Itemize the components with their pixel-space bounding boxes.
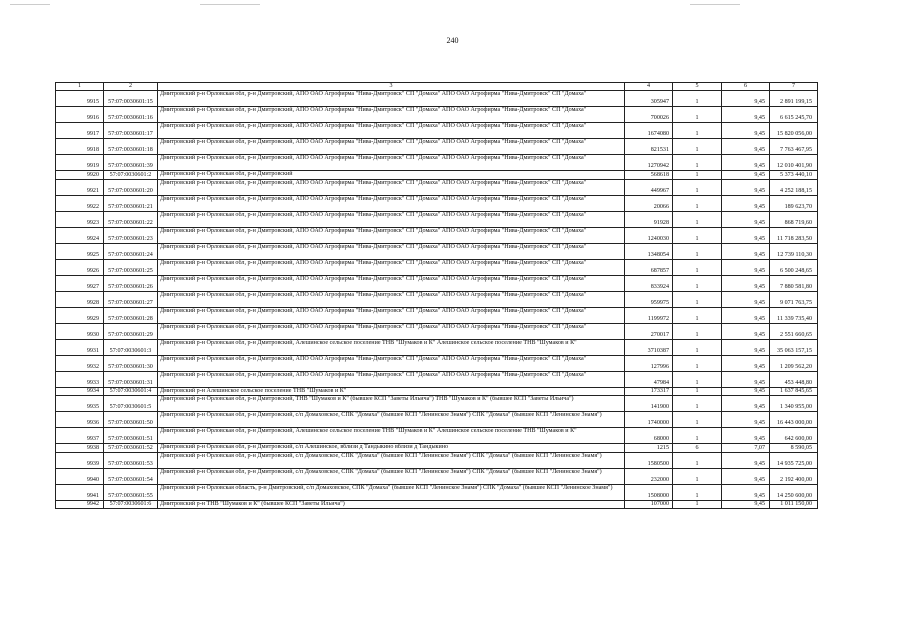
cell-value: 12 010 401,90 [770, 155, 818, 171]
table-row [56, 211, 818, 227]
cell-rate: 9,45 [722, 139, 770, 155]
cell-rate: 9,45 [722, 371, 770, 387]
cell-value: 35 063 157,15 [770, 339, 818, 355]
cell-no: 9921 [56, 179, 104, 195]
cell-c5: 1 [673, 355, 722, 371]
cell-no: 9930 [56, 323, 104, 339]
cell-rate: 9,45 [722, 171, 770, 180]
cell-rate: 9,45 [722, 387, 770, 396]
cell-value: 2 551 660,65 [770, 323, 818, 339]
cell-area: 1199972 [625, 307, 673, 323]
cell-value: 7 763 467,95 [770, 139, 818, 155]
cell-address: Дмитровский р-н Орловская обл, р-н Дмитровский, с/п Домаховское, СПК "Домаха" (бывшее КСП "Ленинское Знамя") СПК "Домаха" (бывшее КСП "Ленинское Знамя") [158, 452, 625, 468]
cell-rate: 9,45 [722, 339, 770, 355]
cell-area: 1240030 [625, 227, 673, 243]
cell-address: Дмитровский р-н Орловская обл, р-н Дмитровский, с/п Домаховское, СПК "Домаха" (бывшее КСП "Ленинское Знамя") СПК "Домаха" (бывшее КСП "Ленинское Знамя") [158, 412, 625, 428]
cell-c5: 1 [673, 428, 722, 444]
cell-code: 57:07:0030601:50 [104, 412, 158, 428]
cell-c5: 1 [673, 291, 722, 307]
cell-no: 9942 [56, 500, 104, 509]
cell-address: Дмитровский р-н Орловская обл, р-н Дмитровский, АПО ОАО Агрофирма "Нива-Дмитровск" СП "Домаха" АПО ОАО Агрофирма "Нива-Дмитровск" СП "Домаха" [158, 291, 625, 307]
table-row [56, 484, 818, 500]
scan-artifact [200, 4, 260, 5]
cell-rate: 9,45 [722, 155, 770, 171]
cell-value: 11 718 283,50 [770, 227, 818, 243]
cell-no: 9928 [56, 291, 104, 307]
cell-rate: 9,45 [722, 195, 770, 211]
cell-value: 7 880 581,80 [770, 275, 818, 291]
header-cell: 2 [104, 83, 158, 91]
cell-address: Дмитровский р-н Орловская обл, р-н Дмитровский, АПО ОАО Агрофирма "Нива-Дмитровск" СП "Домаха" АПО ОАО Агрофирма "Нива-Дмитровск" СП "Домаха" [158, 155, 625, 171]
cell-value: 15 820 056,00 [770, 123, 818, 139]
table-row [56, 227, 818, 243]
cell-c5: 1 [673, 243, 722, 259]
cell-value: 868 719,60 [770, 211, 818, 227]
cell-c5: 1 [673, 371, 722, 387]
cell-no: 9938 [56, 444, 104, 453]
cell-value: 642 600,00 [770, 428, 818, 444]
cell-address: Дмитровский р-н Орловская обл, р-н Дмитровский, АПО ОАО Агрофирма "Нива-Дмитровск" СП "Домаха" АПО ОАО Агрофирма "Нива-Дмитровск" СП "Домаха" [158, 243, 625, 259]
cell-area: 1348054 [625, 243, 673, 259]
cell-address: Дмитровский р-н Орловская обл, р-н Дмитровский, АПО ОАО Агрофирма "Нива-Дмитровск" СП "Домаха" АПО ОАО Агрофирма "Нива-Дмитровск" СП "Домаха" [158, 355, 625, 371]
cell-area: 173317 [625, 387, 673, 396]
cell-no: 9925 [56, 243, 104, 259]
cell-no: 9923 [56, 211, 104, 227]
cell-address: Дмитровский р-н Орловская обл, р-н Дмитровский, с/п Домаховское, СПК "Домаха" (бывшее КСП "Ленинское Знамя") СПК "Домаха" (бывшее КСП "Ленинское Знамя") [158, 468, 625, 484]
header-cell: 7 [770, 83, 818, 91]
cell-code: 57:07:0030601:23 [104, 227, 158, 243]
cell-no: 9940 [56, 468, 104, 484]
cell-value: 16 443 000,00 [770, 412, 818, 428]
cell-rate: 9,45 [722, 243, 770, 259]
cell-no: 9932 [56, 355, 104, 371]
cell-c5: 1 [673, 259, 722, 275]
table-row [56, 275, 818, 291]
cell-no: 9926 [56, 259, 104, 275]
cell-rate: 9,45 [722, 227, 770, 243]
cell-area: 3710387 [625, 339, 673, 355]
cell-code: 57:07:0030601:17 [104, 123, 158, 139]
cell-value: 189 623,70 [770, 195, 818, 211]
cell-value: 11 339 735,40 [770, 307, 818, 323]
cell-code: 57:07:0030601:22 [104, 211, 158, 227]
cell-area: 833924 [625, 275, 673, 291]
cell-area: 141900 [625, 396, 673, 412]
cell-code: 57:07:0030601:27 [104, 291, 158, 307]
cell-c5: 1 [673, 323, 722, 339]
cell-address: Дмитровский р-н Орловская обл, р-н Дмитровский, с/п Алешинское, вблизи д Тандыкино вблизи д Тандыкино [158, 444, 625, 453]
table-row [56, 468, 818, 484]
cell-c5: 1 [673, 107, 722, 123]
cell-c5: 1 [673, 307, 722, 323]
cell-code: 57:07:0030601:5 [104, 396, 158, 412]
cell-address: Дмитровский р-н Орловская обл, р-н Дмитровский, АПО ОАО Агрофирма "Нива-Дмитровск" СП "Домаха" АПО ОАО Агрофирма "Нива-Дмитровск" СП "Домаха" [158, 139, 625, 155]
cell-c5: 1 [673, 468, 722, 484]
cell-value: 4 252 188,15 [770, 179, 818, 195]
cell-no: 9935 [56, 396, 104, 412]
scan-artifact [690, 4, 740, 5]
cell-rate: 9,45 [722, 500, 770, 509]
table-row [56, 500, 818, 509]
table-row [56, 428, 818, 444]
cell-code: 57:07:0030601:53 [104, 452, 158, 468]
cell-no: 9927 [56, 275, 104, 291]
cell-value: 1 340 955,00 [770, 396, 818, 412]
cell-area: 959975 [625, 291, 673, 307]
cell-address: Дмитровский р-н Орловская обл, р-н Дмитровский, АПО ОАО Агрофирма "Нива-Дмитровск" СП "Домаха" АПО ОАО Агрофирма "Нива-Дмитровск" СП "Домаха" [158, 227, 625, 243]
cell-c5: 1 [673, 91, 722, 107]
cell-rate: 9,45 [722, 428, 770, 444]
cell-no: 9915 [56, 91, 104, 107]
cell-code: 57:07:0030601:55 [104, 484, 158, 500]
cell-code: 57:07:0030601:51 [104, 428, 158, 444]
cell-code: 57:07:0030601:26 [104, 275, 158, 291]
header-cell: 5 [673, 83, 722, 91]
cell-area: 700026 [625, 107, 673, 123]
cell-address: Дмитровский р-н Орловская обл, р-н Дмитровский, АПО ОАО Агрофирма "Нива-Дмитровск" СП "Домаха" АПО ОАО Агрофирма "Нива-Дмитровск" СП "Домаха" [158, 211, 625, 227]
cell-address: Дмитровский р-н Орловская обл, р-н Дмитровский, АПО ОАО Агрофирма "Нива-Дмитровск" СП "Домаха" АПО ОАО Агрофирма "Нива-Дмитровск" СП "Домаха" [158, 179, 625, 195]
table-row [56, 307, 818, 323]
header-cell: 4 [625, 83, 673, 91]
cell-area: 68000 [625, 428, 673, 444]
cell-value: 12 739 110,30 [770, 243, 818, 259]
cell-code: 57:07:0030601:21 [104, 195, 158, 211]
cell-rate: 9,45 [722, 123, 770, 139]
cell-address: Дмитровский р-н Орловская обл, р-н Дмитровский, АПО ОАО Агрофирма "Нива-Дмитровск" СП "Домаха" АПО ОАО Агрофирма "Нива-Дмитровск" СП "Домаха" [158, 371, 625, 387]
cell-rate: 7,07 [722, 444, 770, 453]
cell-c5: 1 [673, 227, 722, 243]
cell-code: 57:07:0030601:16 [104, 107, 158, 123]
cell-code: 57:07:0030601:2 [104, 171, 158, 180]
cell-code: 57:07:0030601:15 [104, 91, 158, 107]
table-row [56, 107, 818, 123]
cell-no: 9917 [56, 123, 104, 139]
cell-no: 9916 [56, 107, 104, 123]
cell-code: 57:07:0030601:20 [104, 179, 158, 195]
cell-rate: 9,45 [722, 323, 770, 339]
cell-code: 57:07:0030601:28 [104, 307, 158, 323]
cell-rate: 9,45 [722, 91, 770, 107]
cell-code: 57:07:0030601:6 [104, 500, 158, 509]
cell-area: 1270942 [625, 155, 673, 171]
cell-c5: 1 [673, 139, 722, 155]
land-parcel-table [55, 82, 818, 509]
cell-c5: 1 [673, 171, 722, 180]
cell-c5: 1 [673, 123, 722, 139]
cell-rate: 9,45 [722, 307, 770, 323]
table-row [56, 452, 818, 468]
cell-rate: 9,45 [722, 211, 770, 227]
cell-address: Дмитровский р-н Орловская обл, р-н Дмитровский, АПО ОАО Агрофирма "Нива-Дмитровск" СП "Домаха" АПО ОАО Агрофирма "Нива-Дмитровск" СП "Домаха" [158, 91, 625, 107]
cell-code: 57:07:0030601:3 [104, 339, 158, 355]
cell-code: 57:07:0030601:29 [104, 323, 158, 339]
cell-address: Дмитровский р-н Орловская обл, р-н Дмитровский, АПО ОАО Агрофирма "Нива-Дмитровск" СП "Домаха" АПО ОАО Агрофирма "Нива-Дмитровск" СП "Домаха" [158, 195, 625, 211]
table-row [56, 355, 818, 371]
cell-value: 14 250 600,00 [770, 484, 818, 500]
cell-area: 821531 [625, 139, 673, 155]
cell-c5: 1 [673, 484, 722, 500]
table-row [56, 195, 818, 211]
cell-value: 2 891 199,15 [770, 91, 818, 107]
table-row [56, 387, 818, 396]
table-row [56, 323, 818, 339]
cell-value: 14 935 725,00 [770, 452, 818, 468]
cell-no: 9931 [56, 339, 104, 355]
cell-rate: 9,45 [722, 107, 770, 123]
cell-area: 449967 [625, 179, 673, 195]
cell-area: 20066 [625, 195, 673, 211]
cell-no: 9919 [56, 155, 104, 171]
cell-no: 9939 [56, 452, 104, 468]
cell-value: 2 192 400,00 [770, 468, 818, 484]
cell-c5: 1 [673, 195, 722, 211]
cell-address: Дмитровский р-н ТНВ "Шумаков и К" (бывшее КСП "Заветы Ильича") [158, 500, 625, 509]
cell-address: Дмитровский р-н Орловская обл, р-н Дмитровский, Алешинское сельское поселение ТНВ "Шумаков и К" Алешинское сельское поселение ТНВ "Шумаков и К" [158, 339, 625, 355]
cell-value: 6 615 245,70 [770, 107, 818, 123]
cell-area: 91928 [625, 211, 673, 227]
cell-rate: 9,45 [722, 412, 770, 428]
page-number: 240 [446, 36, 459, 45]
cell-value: 8 590,05 [770, 444, 818, 453]
cell-address: Дмитровский р-н Орловская область, р-н Дмитровский, с/п Домаховское, СПК "Домаха" (бывшее КСП "Ленинское Знамя") СПК "Домаха" (бывшее КСП "Ленинское Знамя") [158, 484, 625, 500]
cell-c5: 1 [673, 179, 722, 195]
cell-no: 9922 [56, 195, 104, 211]
cell-code: 57:07:0030601:39 [104, 155, 158, 171]
cell-c5: 1 [673, 211, 722, 227]
cell-no: 9937 [56, 428, 104, 444]
cell-c5: 1 [673, 396, 722, 412]
cell-rate: 9,45 [722, 452, 770, 468]
cell-area: 270017 [625, 323, 673, 339]
cell-no: 9918 [56, 139, 104, 155]
cell-value: 1 209 562,20 [770, 355, 818, 371]
table-header-row [56, 83, 818, 91]
cell-area: 1740000 [625, 412, 673, 428]
cell-code: 57:07:0030601:54 [104, 468, 158, 484]
cell-area: 687857 [625, 259, 673, 275]
cell-rate: 9,45 [722, 396, 770, 412]
cell-value: 9 071 763,75 [770, 291, 818, 307]
cell-address: Дмитровский р-н Орловская обл, р-н Дмитровский, Алешинское сельское поселение ТНВ "Шумаков и К" Алешинское сельское поселение ТНВ "Шумаков и К" [158, 428, 625, 444]
table-row [56, 243, 818, 259]
table-row [56, 339, 818, 355]
cell-area: 1580500 [625, 452, 673, 468]
cell-code: 57:07:0030601:24 [104, 243, 158, 259]
cell-address: Дмитровский р-н Орловская обл, р-н Дмитровский, АПО ОАО Агрофирма "Нива-Дмитровск" СП "Домаха" АПО ОАО Агрофирма "Нива-Дмитровск" СП "Домаха" [158, 107, 625, 123]
cell-rate: 9,45 [722, 468, 770, 484]
cell-c5: 1 [673, 500, 722, 509]
cell-value: 5 373 440,10 [770, 171, 818, 180]
cell-rate: 9,45 [722, 259, 770, 275]
cell-value: 453 448,80 [770, 371, 818, 387]
header-cell: 6 [722, 83, 770, 91]
cell-address: Дмитровский р-н Орловская обл, р-н Дмитровский, АПО ОАО Агрофирма "Нива-Дмитровск" СП "Домаха" АПО ОАО Агрофирма "Нива-Дмитровск" СП "Домаха" [158, 275, 625, 291]
table-row [56, 412, 818, 428]
cell-area: 1215 [625, 444, 673, 453]
cell-value: 6 500 248,65 [770, 259, 818, 275]
cell-address: Дмитровский р-н Орловская обл, р-н Дмитровский, ТНВ "Шумаков и К" (бывшее КСП "Заветы Ильича") ТНВ "Шумаков и К" (бывшее КСП "Заветы Ильича") [158, 396, 625, 412]
cell-code: 57:07:0030601:18 [104, 139, 158, 155]
cell-no: 9924 [56, 227, 104, 243]
cell-no: 9920 [56, 171, 104, 180]
cell-no: 9936 [56, 412, 104, 428]
cell-address: Дмитровский р-н Орловская обл, р-н Дмитровский, АПО ОАО Агрофирма "Нива-Дмитровск" СП "Домаха" АПО ОАО Агрофирма "Нива-Дмитровск" СП "Домаха" [158, 307, 625, 323]
table-row [56, 171, 818, 180]
cell-area: 107000 [625, 500, 673, 509]
cell-address: Дмитровский р-н Орловская обл, р-н Дмитровский, АПО ОАО Агрофирма "Нива-Дмитровск" СП "Домаха" АПО ОАО Агрофирма "Нива-Дмитровск" СП "Домаха" [158, 259, 625, 275]
cell-c5: 1 [673, 155, 722, 171]
cell-value: 1 637 845,65 [770, 387, 818, 396]
cell-address: Дмитровский р-н Орловская обл, р-н Дмитровский [158, 171, 625, 180]
cell-c5: 1 [673, 412, 722, 428]
cell-code: 57:07:0030601:30 [104, 355, 158, 371]
cell-code: 57:07:0030601:31 [104, 371, 158, 387]
table-row [56, 123, 818, 139]
cell-no: 9933 [56, 371, 104, 387]
cell-rate: 9,45 [722, 275, 770, 291]
cell-rate: 9,45 [722, 179, 770, 195]
header-cell: 1 [56, 83, 104, 91]
cell-address: Дмитровский р-н Алешинское сельское поселение ТНВ "Шумаков и К" [158, 387, 625, 396]
header-cell: 3 [158, 83, 625, 91]
scan-artifact [10, 4, 50, 5]
cell-code: 57:07:0030601:25 [104, 259, 158, 275]
cell-area: 127996 [625, 355, 673, 371]
cell-area: 568618 [625, 171, 673, 180]
cell-c5: 1 [673, 387, 722, 396]
cell-rate: 9,45 [722, 484, 770, 500]
cell-area: 1508000 [625, 484, 673, 500]
table-row [56, 91, 818, 107]
cell-address: Дмитровский р-н Орловская обл, р-н Дмитровский, АПО ОАО Агрофирма "Нива-Дмитровск" СП "Домаха" АПО ОАО Агрофирма "Нива-Дмитровск" СП "Домаха" [158, 323, 625, 339]
cell-no: 9934 [56, 387, 104, 396]
cell-rate: 9,45 [722, 355, 770, 371]
cell-area: 305947 [625, 91, 673, 107]
cell-area: 1674080 [625, 123, 673, 139]
cell-no: 9929 [56, 307, 104, 323]
cell-area: 232000 [625, 468, 673, 484]
table-row [56, 371, 818, 387]
table-row [56, 139, 818, 155]
table-row [56, 291, 818, 307]
cell-c5: 6 [673, 444, 722, 453]
cell-area: 47984 [625, 371, 673, 387]
cell-no: 9941 [56, 484, 104, 500]
cell-c5: 1 [673, 452, 722, 468]
table-row [56, 444, 818, 453]
cell-c5: 1 [673, 275, 722, 291]
table-row [56, 396, 818, 412]
cell-code: 57:07:0030601:52 [104, 444, 158, 453]
table-row [56, 155, 818, 171]
cell-value: 1 011 150,00 [770, 500, 818, 509]
cell-rate: 9,45 [722, 291, 770, 307]
table-row [56, 259, 818, 275]
cell-code: 57:07:0030601:4 [104, 387, 158, 396]
cell-address: Дмитровский р-н Орловская обл, р-н Дмитровский, АПО ОАО Агрофирма "Нива-Дмитровск" СП "Домаха" АПО ОАО Агрофирма "Нива-Дмитровск" СП "Домаха" [158, 123, 625, 139]
cell-c5: 1 [673, 339, 722, 355]
table-row [56, 179, 818, 195]
